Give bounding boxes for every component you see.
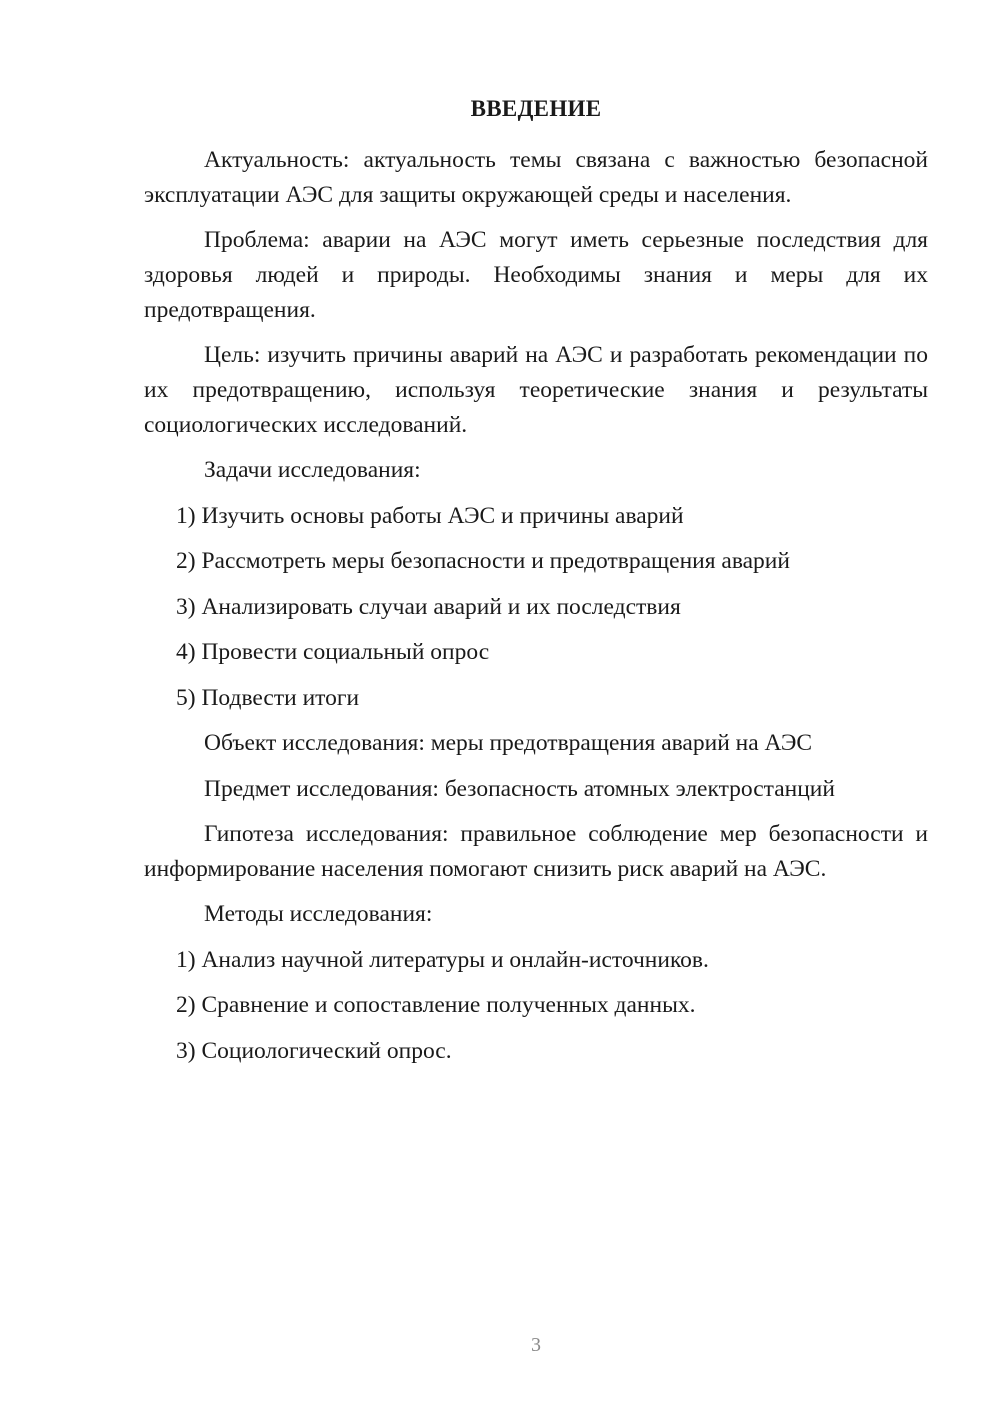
method-item: 1) Анализ научной литературы и онлайн-источников. bbox=[176, 946, 709, 973]
task-item: 5) Подвести итоги bbox=[176, 684, 360, 711]
task-item: 3) Анализировать случаи аварий и их последствия bbox=[176, 593, 681, 620]
hypothesis-paragraph: Гипотеза исследования: правильное соблюдение мер безопасности и информирование населения помогают снизить риск аварий на АЭС. bbox=[144, 821, 928, 882]
document-body bbox=[144, 143, 928, 1069]
task-item: 1) Изучить основы работы АЭС и причины аварий bbox=[176, 502, 684, 529]
method-item: 3) Социологический опрос. bbox=[176, 1037, 452, 1064]
tasks-heading: Задачи исследования: bbox=[204, 457, 421, 483]
task-item: 4) Провести социальный опрос bbox=[176, 639, 490, 665]
methods-heading: Методы исследования: bbox=[204, 901, 433, 927]
task-item: 2) Рассмотреть меры безопасности и предотвращения аварий bbox=[176, 548, 790, 574]
method-item: 2) Сравнение и сопоставление полученных данных. bbox=[176, 992, 696, 1018]
problem-paragraph: Проблема: аварии на АЭС могут иметь серьезные последствия для здоровья людей и природы. Необходимы знания и меры для их предотвращения. bbox=[144, 227, 928, 323]
goal-paragraph: Цель: изучить причины аварий на АЭС и разработать рекомендации по их предотвращению, используя теоретические знания и результаты социологических исследований. bbox=[144, 342, 928, 438]
page-title: ВВЕДЕНИЕ bbox=[470, 96, 602, 121]
page-number: 3 bbox=[531, 1334, 541, 1356]
subject-paragraph: Предмет исследования: безопасность атомных электростанций bbox=[204, 775, 835, 802]
relevance-paragraph: Актуальность: актуальность темы связана с важностью безопасной эксплуатации АЭС для защиты окружающей среды и населения. bbox=[144, 147, 928, 208]
object-paragraph: Объект исследования: меры предотвращения аварий на АЭС bbox=[204, 730, 813, 756]
